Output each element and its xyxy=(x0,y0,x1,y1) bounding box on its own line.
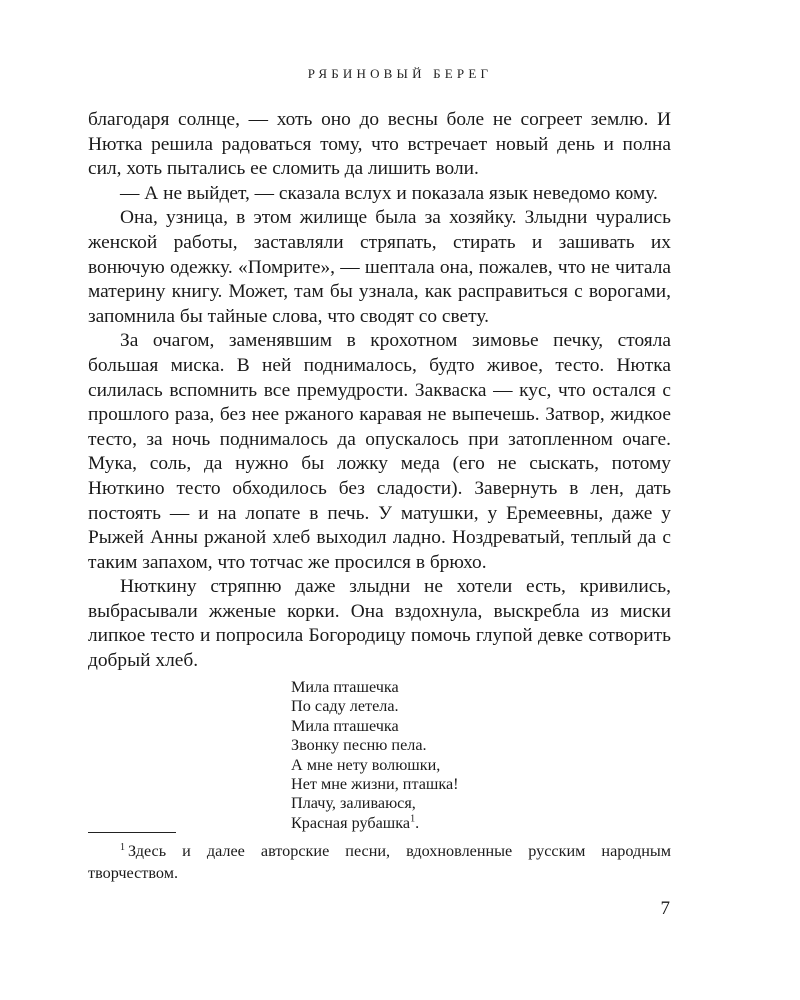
verse-line-8-text: Красная рубашка xyxy=(291,813,411,832)
body-text xyxy=(88,108,671,674)
verse-line-8 xyxy=(291,814,459,833)
verse-line-7: Плачу, заливаюся, xyxy=(291,794,416,813)
footnote xyxy=(88,840,671,884)
paragraph-3: Она, узница, в этом жилище была за хозяйку. Злыдни чурались женской работы, заставляли стряпать, стирать и зашивать их вонючую одежку. «Помрите», — шептала она, пожалев, что не читала материну книгу. Может, там бы узнала, как расправиться с ворогами, запомнила бы тайные слова, что сводят со свету. xyxy=(88,207,671,327)
footnote-number: 1 xyxy=(120,841,125,853)
footnote-text: Здесь и далее авторские песни, вдохновленные русским народным творчеством. xyxy=(88,842,671,882)
paragraph-1: благодаря солнце, — хоть оно до весны боле не согреет землю. И Нютка решила радоваться тому, что встречает новый день и полна сил, хоть пытались ее сломить да лишить воли. xyxy=(88,109,671,180)
footnote-divider xyxy=(88,832,176,833)
song-verse xyxy=(291,678,459,833)
page-number: 7 xyxy=(660,898,670,919)
verse-line-3: Мила пташечка xyxy=(291,716,399,735)
footnote-reference: 1 xyxy=(410,813,416,825)
verse-line-1: Мила пташечка xyxy=(291,678,399,696)
verse-line-5: А мне нету волюшки, xyxy=(291,755,441,774)
verse-line-4: Звонку песню пела. xyxy=(291,736,427,755)
paragraph-4: За очагом, заменявшим в крохотном зимовье печку, стояла большая миска. В ней поднималось, будто живое, тесто. Нютка силилась вспомнить все премудрости. Закваска — кус, что остался с прошлого раза, без нее ржаного каравая не выпечешь. Затвор, жидкое тесто, за ночь поднималось да опускалось при затопленном очаге. Мука, соль, да нужно бы ложку меда (его не сыскать, потому Нюткино тесто обходилось без сладости). Завернуть в лен, дать постоять — и на лопате в печь. У матушки, у Еремеевны, даже у Рыжей Анны ржаной хлеб выходил ладно. Ноздреватый, теплый да с таким запахом, что тотчас же просился в брюхо. xyxy=(88,330,671,573)
paragraph-2: — А не выйдет, — сказала вслух и показала язык неведомо кому. xyxy=(120,182,658,204)
verse-line-2: По саду летела. xyxy=(291,697,399,716)
verse-line-8-end: . xyxy=(415,813,420,832)
paragraph-5: Нюткину стряпню даже злыдни не хотели есть, кривились, выбрасывали жженые корки. Она вздохнула, выскребла из миски липкое тесто и попросила Богородицу помочь глупой девке сотворить добрый хлеб. xyxy=(88,576,671,672)
running-head: РЯБИНОВЫЙ БЕРЕГ xyxy=(307,66,493,81)
verse-line-6: Нет мне жизни, пташка! xyxy=(291,775,459,794)
